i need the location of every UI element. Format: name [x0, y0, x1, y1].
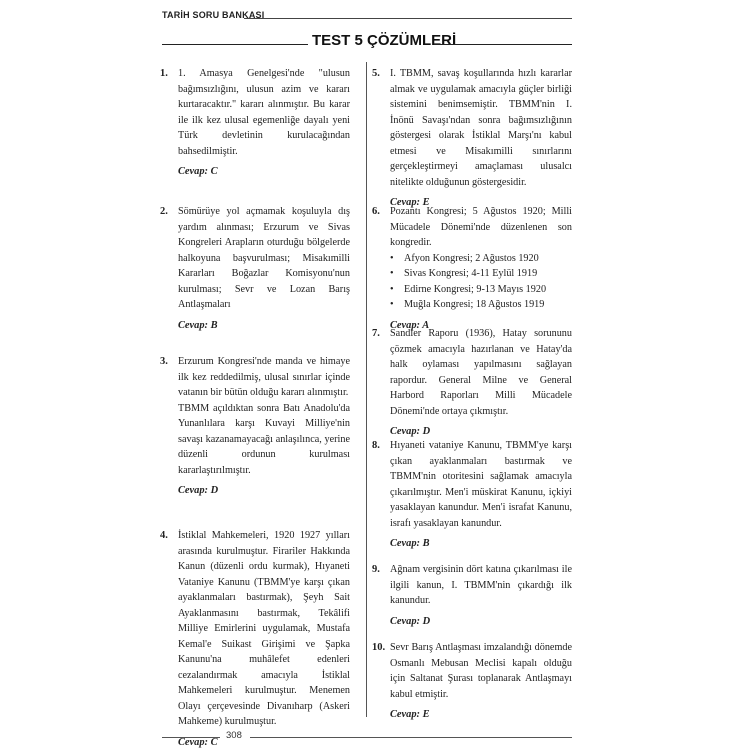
question-number: 9.: [372, 564, 380, 575]
question-number: 4.: [160, 530, 168, 541]
title-rule-right: [434, 44, 572, 45]
question-text: [390, 66, 572, 190]
list-item: • Afyon Kongresi; 2 Ağustos 1920: [390, 251, 572, 267]
answer-label: Cevap: C: [178, 736, 218, 748]
question-text: [390, 640, 572, 702]
question-7: [372, 326, 572, 437]
question-5: [372, 66, 572, 208]
question-number: 6.: [372, 206, 380, 217]
title-rule-left: [162, 44, 308, 45]
column-divider: [366, 62, 367, 717]
question-paragraph: I. TBMM, savaş koşullarında hızlı kararlar almak ve uygulamak amacıyla güçler birliği sistemini benimsemiştir. TBMM'nin I. İnönü Savaşı'ndan sonra bağımsızlığının göstergesi olarak İstiklal Marşı'nı kabul etmesi ve Misakımilli sınırlarını gerçekleştirmeyi amaçlaması ulusalcı nitelikte olduğunun göstergesidir.: [390, 68, 572, 188]
question-9: [372, 562, 572, 627]
question-text: [390, 562, 572, 609]
question-paragraph: Pozantı Kongresi; 5 Ağustos 1920; Milli Mücadele Dönemi'nde düzenlenen son kongredir.: [390, 206, 572, 248]
question-paragraph: Sömürüye yol açmamak koşuluyla dış yardım alınması; Erzurum ve Sivas Kongreleri Arapların oturduğu bölgelerde halkoyuna başvurulması; Misakımilli Kararları Boğazlar Komisyonu'nun kurulması; Sevr ve Lozan Barış Antlaşmaları: [178, 206, 350, 310]
question-number: 7.: [372, 328, 380, 339]
question-number: 8.: [372, 440, 380, 451]
header-book-title: TARİH SORU BANKASI: [162, 10, 265, 20]
congress-list: [390, 251, 572, 313]
question-number: 5.: [372, 68, 380, 79]
question-2: [160, 204, 350, 331]
header-rule: [244, 18, 572, 19]
list-item: • Edirne Kongresi; 9-13 Mayıs 1920: [390, 282, 572, 298]
question-text: [178, 66, 350, 159]
page-number: 308: [226, 730, 242, 741]
question-paragraph: Ağnam vergisinin dört katına çıkarılması ile ilgili kanun, I. TBMM'nin çıkardığı ilk kanundur.: [390, 564, 572, 606]
list-item: • Sivas Kongresi; 4-11 Eylül 1919: [390, 266, 572, 282]
answer-label: Cevap: B: [178, 319, 218, 331]
question-paragraph: Erzurum Kongresi'nde manda ve himaye ilk kez reddedilmiş, ulusal sınırlar içinde vatanın bir bütün olduğu kararı alınmıştır.: [178, 356, 350, 398]
footer-rule-left: [162, 737, 220, 738]
footer-rule-right: [250, 737, 572, 738]
question-4: [160, 528, 350, 748]
answer-label: Cevap: D: [390, 426, 431, 437]
question-text: [178, 204, 350, 313]
question-paragraph: Hıyaneti vataniye Kanunu, TBMM'ye karşı çıkan ayaklanmaları bastırmak ve TBMM'nin otoritesini sağlamak amacıyla çıkarılmıştır. Men'i müskirat Kanunu, içkiyi yasaklayan kanundur. Men'i israfat Kanunu, israfı yasaklayan kanundur.: [390, 440, 572, 529]
question-number: 1.: [160, 68, 168, 79]
question-3: [160, 354, 350, 496]
answer-label: Cevap: B: [390, 538, 430, 549]
question-paragraph: 1. Amasya Genelgesi'nde "ulusun bağımsızlığını, ulusun azim ve kararı kurtaracaktır." kararı alınmıştır. Bu karar ile ilk kez ulusal egemenliğe dayalı yeni Türk devletinin kurulacağından bahsedilmiştir.: [178, 68, 350, 157]
answer-label: Cevap: D: [178, 485, 219, 496]
question-1: [160, 66, 350, 177]
question-text: [178, 354, 350, 478]
answer-label: Cevap: E: [390, 197, 430, 208]
answer-label: Cevap: D: [390, 615, 431, 627]
question-paragraph: TBMM açıldıktan sonra Batı Anadolu'da Yunanlılara karşı Kuvayi Milliye'nin savaşı kazanamayacağı anlaşılınca, yerine düzenli ordunun kurulması kararlaştırılmıştır.: [178, 402, 350, 476]
answer-label: Cevap: E: [390, 709, 430, 720]
answer-label: Cevap: C: [178, 166, 218, 177]
question-number: 3.: [160, 356, 168, 367]
question-paragraph: İstiklal Mahkemeleri, 1920 1927 yılları arasında kurulmuştur. Firariler Hakkında Kanun (düzenli ordu kurmak), Hıyaneti Vataniye Kanunu (TBMM'ye karşı çıkan ayaklanmaları bastırmak), Şeyh Sait Ayaklanmasını bastırmak, Tekâlifi Milliye Emirlerini uygulamak, Mustafa Kemal'e Suikast Girişimi ve Şapka Kanunu'na muhâlefet edenleri cezalandırmak amacıyla İstiklal Mahkemeleri kurulmuştur. Menemen Olayı çerçevesinde Divanıharp (Askeri Mahkeme) kurulmuştur.: [178, 530, 350, 727]
question-10: [372, 640, 572, 720]
list-item: • Muğla Kongresi; 18 Ağustos 1919: [390, 297, 572, 313]
question-number: 2.: [160, 206, 168, 217]
question-text: [390, 438, 572, 531]
question-text: [390, 326, 572, 419]
test-title: TEST 5 ÇÖZÜMLERİ: [312, 32, 457, 49]
question-6: [372, 204, 572, 331]
question-8: [372, 438, 572, 549]
question-paragraph: Sandler Raporu (1936), Hatay sorununu çözmek amacıyla hazırlanan ve Hatay'da halk oylaması yapılmasını sağlayan rapordur. General Milne ve General Harbord Raporları Milli Mücadele Dönemi'nde ortaya çıkmıştır.: [390, 328, 572, 417]
question-text: [178, 528, 350, 730]
question-number: 10.: [372, 642, 386, 653]
answer-label: Cevap: A: [390, 319, 430, 331]
question-paragraph: Sevr Barış Antlaşması imzalandığı dönemde Osmanlı Mebusan Meclisi kapalı olduğu için Saltanat Şurası toplanarak Antlaşmayı kabul etmiştir.: [390, 642, 572, 700]
title-row: [162, 30, 572, 54]
question-text: [390, 204, 572, 251]
